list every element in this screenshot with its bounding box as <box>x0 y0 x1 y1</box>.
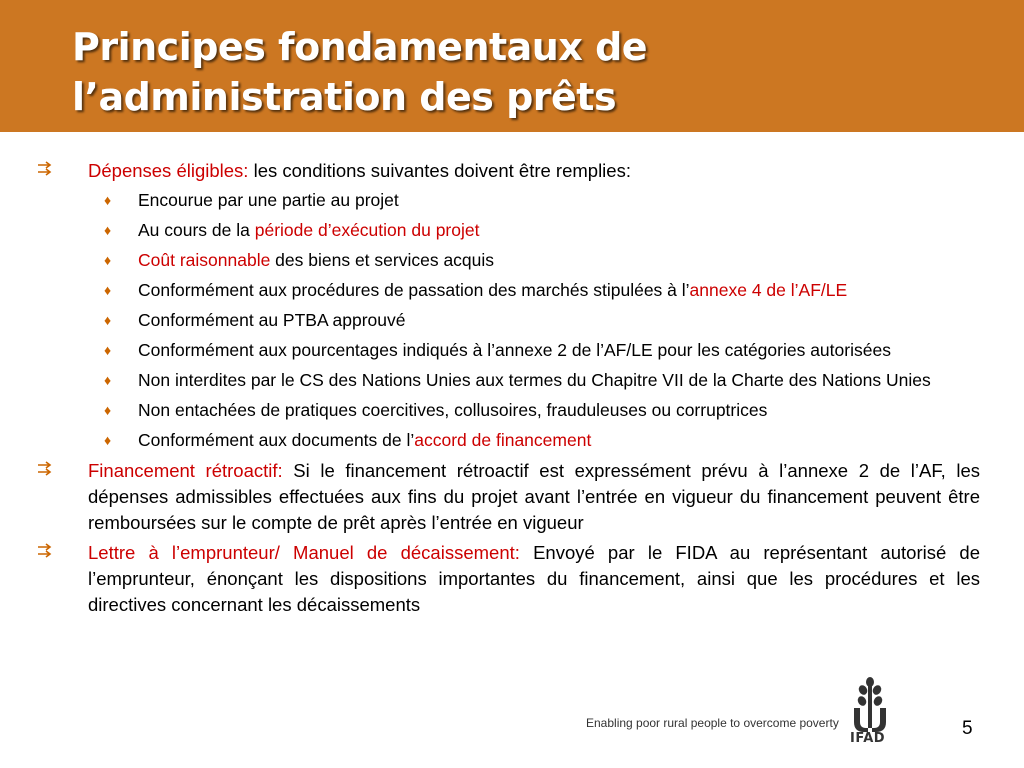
highlight-text: accord de financement <box>414 430 592 450</box>
page-number: 5 <box>962 718 973 739</box>
slide-body <box>30 158 980 622</box>
list-item <box>30 278 980 303</box>
double-arrow-icon <box>34 459 56 481</box>
diamond-icon: ♦ <box>104 342 112 358</box>
list-item <box>30 368 980 393</box>
list-item <box>30 338 980 363</box>
diamond-icon: ♦ <box>104 312 112 328</box>
highlight-text: période d’exécution du projet <box>254 220 480 240</box>
double-arrow-icon <box>34 541 56 563</box>
list-item-text: Conformément aux pourcentages indiqués à l’annexe 2 de l’AF/LE pour les catégories autorisées <box>138 340 891 360</box>
section-text: Envoyé par le FIDA au représentant autorisé de l’emprunteur, énonçant les dispositions importantes du financement, ainsi que les procédures et les directives concernant les décaissements <box>88 542 980 615</box>
list-item-text: Non interdites par le CS des Nations Unies aux termes du Chapitre VII de la Charte des Nations Unies <box>138 370 931 390</box>
diamond-icon: ♦ <box>104 432 112 448</box>
list-item <box>30 398 980 423</box>
list-item <box>30 308 980 333</box>
double-arrow-icon <box>34 159 56 181</box>
list-item <box>30 248 980 273</box>
diamond-icon: ♦ <box>104 402 112 418</box>
slide-title-line2: l’administration des prêts <box>72 75 617 119</box>
list-item-text: Encourue par une partie au projet <box>138 190 399 210</box>
list-item-text: Conformément au PTBA approuvé <box>138 310 406 330</box>
section-label: Lettre à l’emprunteur/ Manuel de décaissement: <box>88 542 520 563</box>
highlight-text: annexe 4 de l’AF/LE <box>689 280 848 300</box>
slide-title-line1: Principes fondamentaux de <box>72 25 648 69</box>
list-item <box>30 428 980 453</box>
diamond-icon: ♦ <box>104 222 112 238</box>
diamond-icon: ♦ <box>104 252 112 268</box>
section-label: Financement rétroactif: <box>88 460 283 481</box>
bullet-lettre-emprunteur <box>30 540 980 618</box>
list-item-text: Conformément aux procédures de passation des marchés stipulées à l’ <box>138 280 690 300</box>
ifad-logo-text: IFAD <box>850 731 886 746</box>
bullet-financement-retroactif <box>30 458 980 536</box>
diamond-icon: ♦ <box>104 372 112 388</box>
diamond-icon: ♦ <box>104 192 112 208</box>
slide-title <box>72 22 972 122</box>
list-item-text: Au cours de la <box>138 220 255 240</box>
section-text: Si le financement rétroactif est expressément prévu à l’annexe 2 de l’AF, les dépenses admissibles effectuées aux fins du projet avant l’entrée en vigueur du financement peuvent être remboursées sur le compte de prêt après l’entrée en vigueur <box>88 460 980 533</box>
list-item-text: des biens et services acquis <box>270 250 495 270</box>
footer-tagline: Enabling poor rural people to overcome poverty <box>586 716 839 730</box>
section-label: Dépenses éligibles: <box>88 160 249 181</box>
diamond-icon: ♦ <box>104 282 112 298</box>
list-item-text: Non entachées de pratiques coercitives, collusoires, frauduleuses ou corruptrices <box>138 400 768 420</box>
list-item <box>30 218 980 243</box>
title-bar <box>0 0 1024 132</box>
section-text: les conditions suivantes doivent être remplies: <box>248 160 631 181</box>
list-item-text: Conformément aux documents de l’ <box>138 430 415 450</box>
bullet-depenses-eligibles <box>30 158 980 184</box>
highlight-text: Coût raisonnable <box>138 250 271 270</box>
list-item <box>30 188 980 213</box>
